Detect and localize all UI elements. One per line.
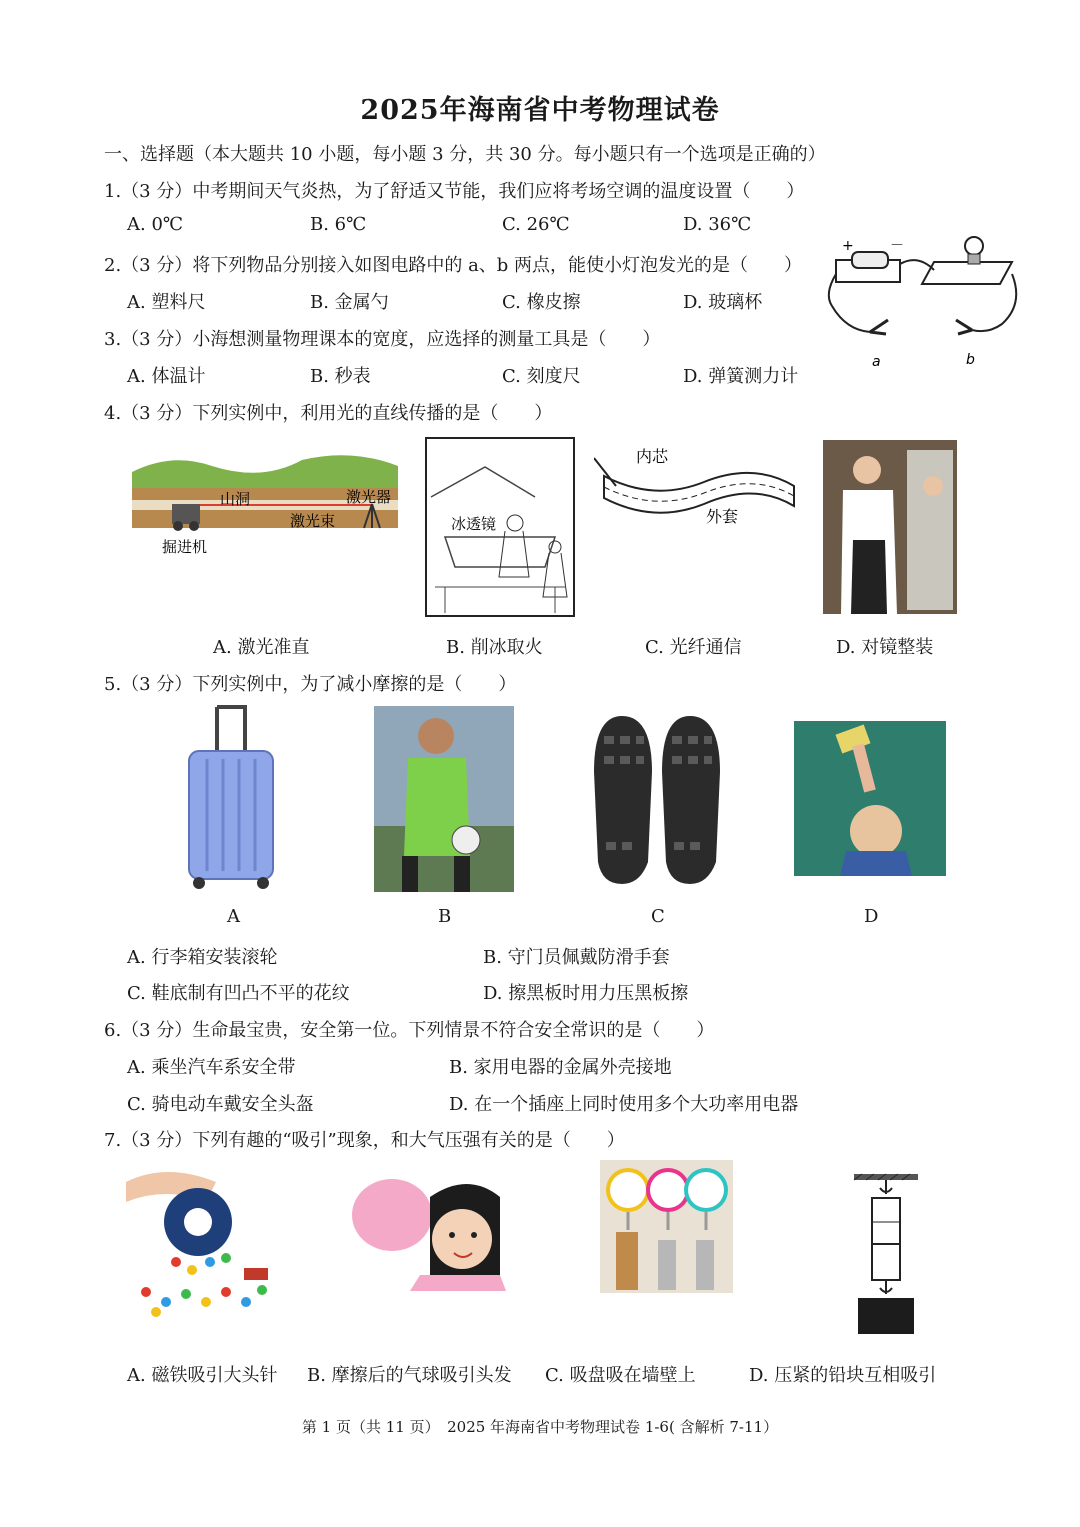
q4-figure-d-mirror bbox=[823, 440, 957, 614]
label-laser: 激光器 bbox=[346, 488, 392, 506]
q1-option-b[interactable]: B. 6℃ bbox=[310, 214, 367, 235]
page-footer: 第 1 页（共 11 页） 2025 年海南省中考物理试卷 1-6( 含解析 7-11） bbox=[301, 1418, 779, 1436]
q1-option-d[interactable]: D. 36℃ bbox=[683, 214, 752, 235]
q5-option-a[interactable]: A. 行李箱安装滚轮 bbox=[127, 947, 278, 968]
q5-letter-d: D bbox=[864, 906, 879, 927]
q5-option-b[interactable]: B. 守门员佩戴防滑手套 bbox=[483, 947, 670, 968]
question-3-stem: 3.（3 分）小海想测量物理课本的宽度，应选择的测量工具是（ ） bbox=[104, 329, 661, 350]
q2-option-d[interactable]: D. 玻璃杯 bbox=[683, 292, 763, 313]
question-7-stem: 7.（3 分）下列有趣的“吸引”现象，和大气压强有关的是（ ） bbox=[104, 1130, 625, 1151]
q4-caption-c[interactable]: C. 光纤通信 bbox=[645, 637, 742, 658]
label-tunneler: 掘进机 bbox=[162, 538, 208, 556]
q3-option-b[interactable]: B. 秒表 bbox=[310, 366, 371, 387]
lamp-base bbox=[922, 262, 1012, 284]
q5-figure-goalkeeper bbox=[374, 706, 514, 892]
q1-option-c[interactable]: C. 26℃ bbox=[502, 214, 570, 235]
terminal-a-label: a bbox=[872, 354, 881, 370]
q7-figure-balloon-hair bbox=[350, 1167, 506, 1291]
q2-option-c[interactable]: C. 橡皮擦 bbox=[502, 292, 581, 313]
question-1-stem: 1.（3 分）中考期间天气炎热，为了舒适又节能，我们应将考场空调的温度设置（ ） bbox=[104, 181, 805, 202]
plus-sign: + bbox=[842, 238, 854, 254]
question-2-stem: 2.（3 分）将下列物品分别接入如图电路中的 a、b 两点，能使小灯泡发光的是（ ） bbox=[104, 255, 803, 276]
wire-top bbox=[900, 260, 934, 270]
q7-figure-magnet-pins bbox=[126, 1162, 276, 1318]
q3-option-d[interactable]: D. 弹簧测力计 bbox=[683, 366, 799, 387]
q4-caption-b[interactable]: B. 削冰取火 bbox=[446, 637, 543, 658]
label-beam: 激光束 bbox=[290, 512, 336, 530]
q5-figure-shoe-soles bbox=[590, 712, 724, 886]
q5-option-c[interactable]: C. 鞋底制有凹凸不平的花纹 bbox=[127, 983, 350, 1004]
clip-a bbox=[870, 320, 888, 334]
q2-option-b[interactable]: B. 金属勺 bbox=[310, 292, 389, 313]
minus-sign: － bbox=[890, 238, 904, 254]
label-ice-lens: 冰透镜 bbox=[451, 515, 497, 533]
q5-letter-c: C bbox=[651, 906, 665, 927]
q7-option-d[interactable]: D. 压紧的铅块互相吸引 bbox=[749, 1365, 937, 1386]
question-4-stem: 4.（3 分）下列实例中，利用光的直线传播的是（ ） bbox=[104, 403, 553, 424]
section-heading: 一、选择题（本大题共 10 小题，每小题 3 分，共 30 分。每小题只有一个选项是正确的） bbox=[104, 144, 826, 165]
label-cave: 山洞 bbox=[220, 490, 251, 508]
q3-option-a[interactable]: A. 体温计 bbox=[127, 366, 206, 387]
q4-figure-b-ice-lens bbox=[425, 437, 575, 617]
q6-option-b[interactable]: B. 家用电器的金属外壳接地 bbox=[449, 1057, 672, 1078]
page-title: 2025年海南省中考物理试卷 bbox=[360, 95, 720, 126]
q7-option-a[interactable]: A. 磁铁吸引大头针 bbox=[127, 1365, 278, 1386]
battery-icon bbox=[852, 252, 888, 268]
q3-option-c[interactable]: C. 刻度尺 bbox=[502, 366, 581, 387]
q5-figure-suitcase bbox=[183, 703, 279, 891]
label-core: 内芯 bbox=[636, 447, 669, 466]
q4-figure-c-optical-fiber bbox=[594, 442, 800, 532]
q4-caption-a[interactable]: A. 激光准直 bbox=[213, 637, 310, 658]
q6-option-c[interactable]: C. 骑电动车戴安全头盔 bbox=[127, 1094, 314, 1115]
q5-option-d[interactable]: D. 擦黑板时用力压黑板擦 bbox=[483, 983, 689, 1004]
bulb-socket bbox=[968, 254, 980, 264]
q7-option-c[interactable]: C. 吸盘吸在墙壁上 bbox=[545, 1365, 696, 1386]
question-6-stem: 6.（3 分）生命最宝贵，安全第一位。下列情景不符合安全常识的是（ ） bbox=[104, 1020, 715, 1041]
circuit-figure bbox=[822, 234, 1022, 376]
terminal-b-label: b bbox=[966, 352, 975, 368]
label-cladding: 外套 bbox=[706, 507, 739, 526]
clip-b bbox=[956, 320, 972, 334]
q4-caption-d[interactable]: D. 对镜整装 bbox=[836, 637, 934, 658]
q1-option-a[interactable]: A. 0℃ bbox=[127, 214, 184, 235]
q6-option-d[interactable]: D. 在一个插座上同时使用多个大功率用电器 bbox=[449, 1094, 799, 1115]
q5-letter-b: B bbox=[438, 906, 452, 927]
q7-figure-lead-blocks bbox=[850, 1172, 922, 1336]
q5-figure-blackboard bbox=[794, 721, 946, 876]
question-5-stem: 5.（3 分）下列实例中，为了减小摩擦的是（ ） bbox=[104, 674, 517, 695]
bulb-icon bbox=[965, 237, 983, 255]
q2-option-a[interactable]: A. 塑料尺 bbox=[127, 292, 206, 313]
q5-letter-a: A bbox=[227, 906, 240, 927]
q4-figure-a-laser-tunnel bbox=[132, 452, 398, 562]
q7-figure-suction-hooks bbox=[600, 1160, 733, 1293]
q7-option-b[interactable]: B. 摩擦后的气球吸引头发 bbox=[307, 1365, 512, 1386]
q6-option-a[interactable]: A. 乘坐汽车系安全带 bbox=[127, 1057, 296, 1078]
